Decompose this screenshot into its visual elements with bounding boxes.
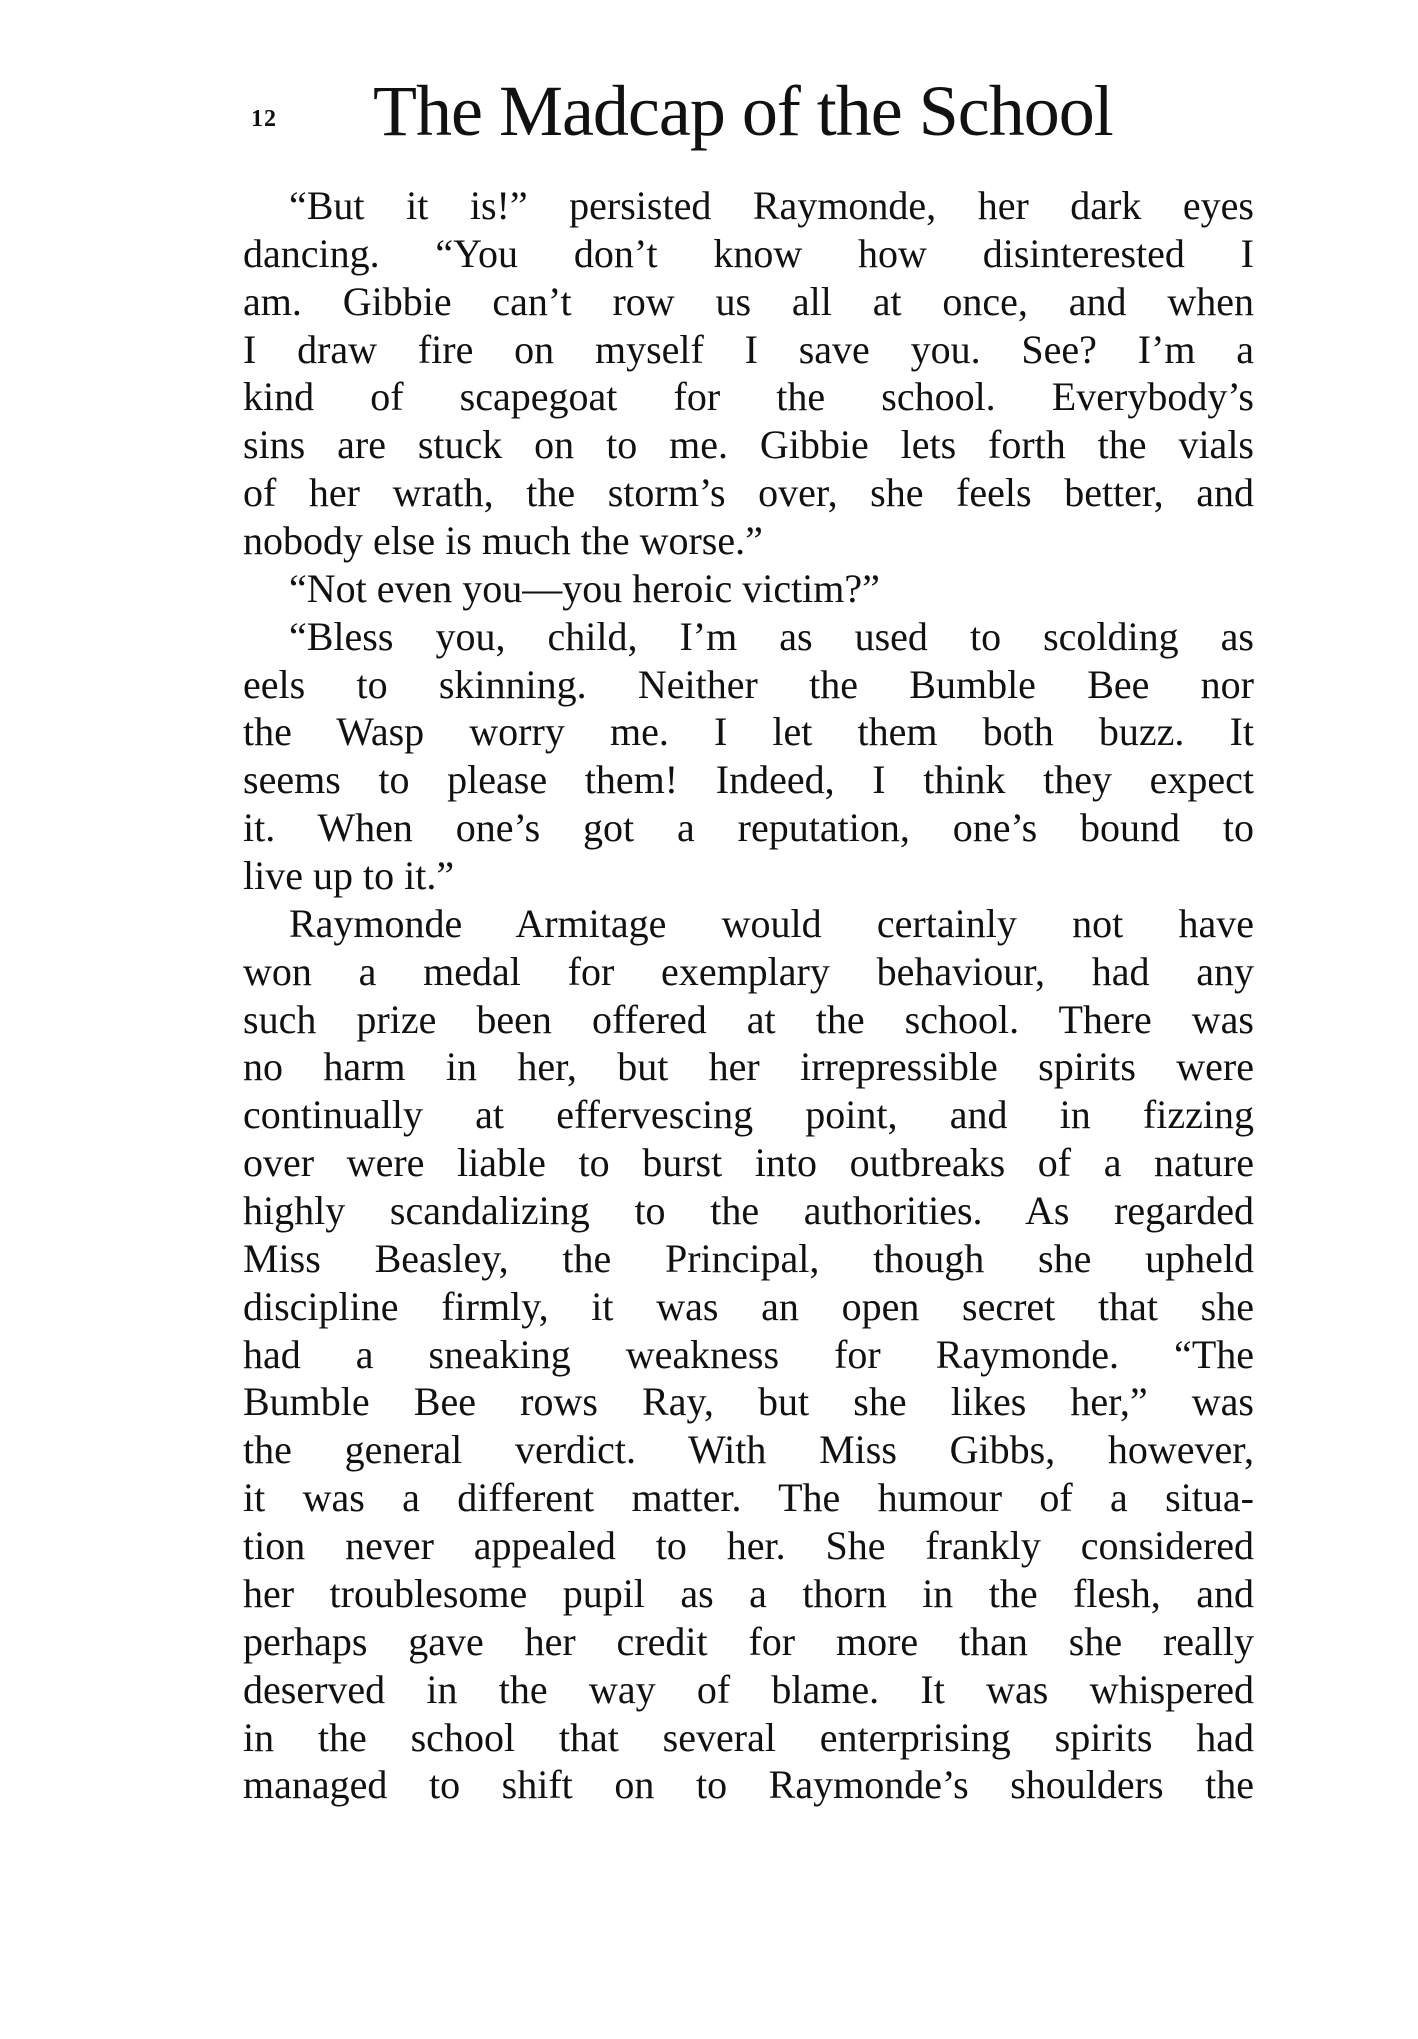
text-line: it was a different matter. The humour of a situa- (243, 1475, 1254, 1521)
text-line: “Bless you, child, I’m as used to scolding as (289, 613, 1254, 659)
text-line: am. Gibbie can’t row us all at once, and when (243, 278, 1254, 324)
text-line: perhaps gave her credit for more than she really (243, 1618, 1254, 1664)
body-text (243, 182, 1254, 1809)
text-line: highly scandalizing to the authorities. As regarded (243, 1188, 1254, 1234)
text-line: of her wrath, the storm’s over, she feels better, and (243, 470, 1254, 516)
paragraph (243, 613, 1254, 900)
text-line: sins are stuck on to me. Gibbie lets forth the vials (243, 422, 1254, 468)
text-line: eels to skinning. Neither the Bumble Bee nor (243, 661, 1254, 707)
text-line: the general verdict. With Miss Gibbs, however, (243, 1427, 1254, 1473)
paragraph (243, 900, 1254, 1809)
running-title: The Madcap of the School (373, 71, 1113, 151)
text-line: it. When one’s got a reputation, one’s bound to (243, 805, 1254, 851)
text-line: the Wasp worry me. I let them both buzz. It (243, 709, 1254, 755)
text-line: Bumble Bee rows Ray, but she likes her,” was (243, 1379, 1254, 1425)
text-line: “But it is!” persisted Raymonde, her dark eyes (289, 183, 1254, 228)
text-line: no harm in her, but her irrepressible spirits were (243, 1044, 1254, 1090)
text-line: such prize been offered at the school. There was (243, 996, 1254, 1042)
text-line: nobody else is much the worse.” (243, 518, 763, 564)
text-line: Miss Beasley, the Principal, though she upheld (243, 1235, 1254, 1281)
text-line: had a sneaking weakness for Raymonde. “The (243, 1331, 1254, 1377)
text-line: deserved in the way of blame. It was whispered (243, 1666, 1254, 1712)
text-line: managed to shift on to Raymonde’s shoulders the (243, 1762, 1254, 1808)
text-line: dancing. “You don’t know how disinterested I (243, 230, 1254, 276)
text-line: Raymonde Armitage would certainly not have (289, 900, 1254, 946)
text-line: tion never appealed to her. She frankly considered (243, 1523, 1254, 1569)
text-line: over were liable to burst into outbreaks of a nature (243, 1140, 1254, 1186)
text-line: discipline firmly, it was an open secret that she (243, 1283, 1254, 1329)
text-line: I draw fire on myself I save you. See? I’m a (243, 326, 1254, 372)
paragraph (243, 565, 1254, 613)
text-line: live up to it.” (243, 853, 455, 899)
text-line: won a medal for exemplary behaviour, had any (243, 948, 1254, 994)
text-line: continually at effervescing point, and in fizzing (243, 1092, 1254, 1138)
text-line: seems to please them! Indeed, I think they expect (243, 757, 1254, 803)
text-line: in the school that several enterprising spirits had (243, 1714, 1254, 1760)
text-line: “Not even you—you heroic victim?” (289, 565, 880, 611)
paragraph (243, 182, 1254, 565)
text-line: kind of scapegoat for the school. Everybody’s (243, 374, 1254, 420)
page-number: 12 (251, 106, 277, 132)
text-line: her troublesome pupil as a thorn in the flesh, and (243, 1570, 1254, 1616)
page-header (243, 66, 1254, 156)
